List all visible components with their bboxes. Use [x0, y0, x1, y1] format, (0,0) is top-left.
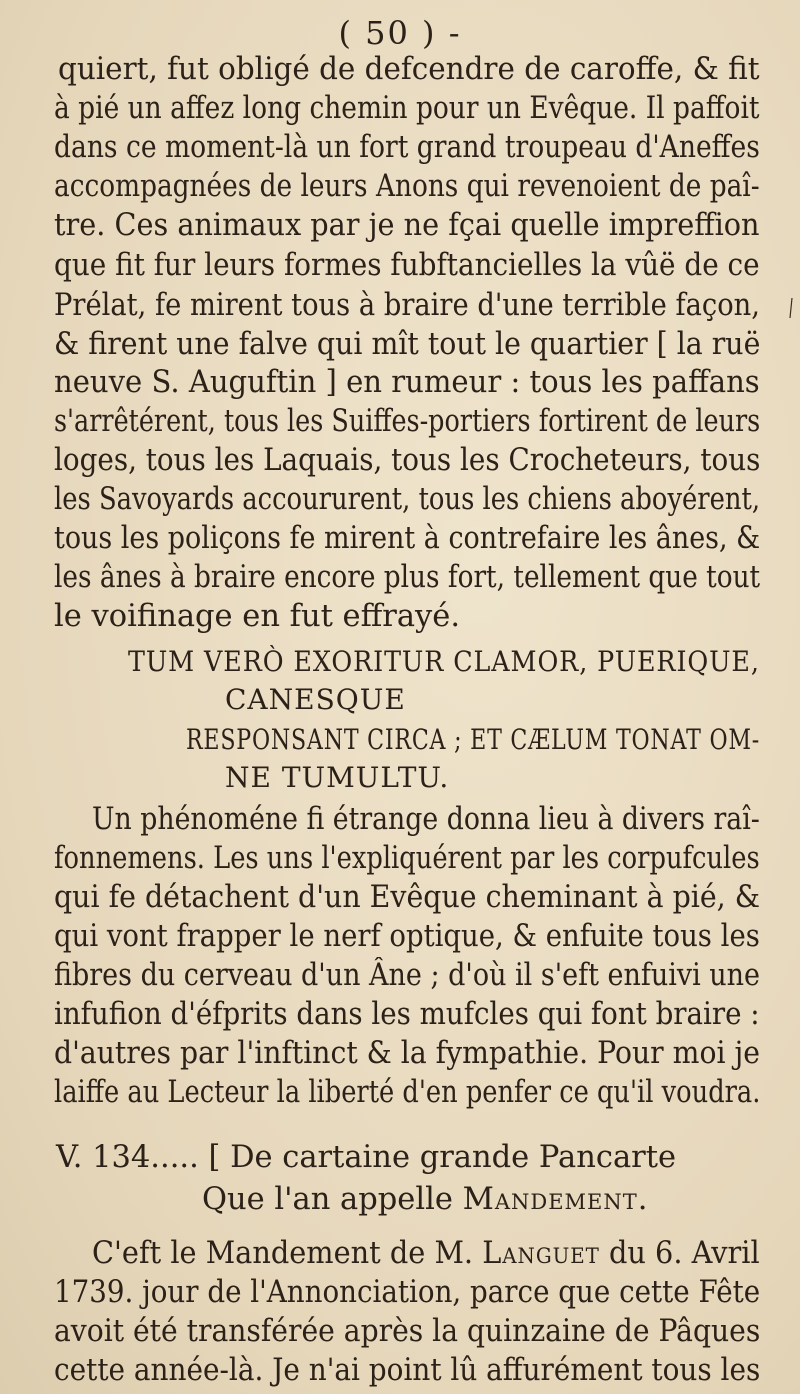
text-line: fonnemens. Les uns l'expliquérent par les corpufcules	[54, 841, 760, 876]
text-line: d'autres par l'inftinct & la fympathie. Pour moi je	[54, 1036, 760, 1071]
text-line: qui vont frapper le nerf optique, & enfuite tous les	[54, 919, 760, 954]
text-line: laiffe au Lecteur la liberté d'en penfer ce qu'il voudra.	[54, 1075, 761, 1110]
verse-line: CANESQUE	[225, 683, 406, 716]
text-line: avoit été transférée après la quinzaine de Pâques	[54, 1314, 761, 1349]
author-name: Languet	[482, 1236, 600, 1271]
text-span: C'eft le Mandement de M.	[92, 1236, 483, 1271]
text-line: & firent une falve qui mît tout le quartier [ la ruë	[54, 327, 761, 362]
text-line: fibres du cerveau d'un Âne ; d'où il s'eft enfuivi une	[54, 958, 761, 993]
verse-line: RESPONSANT CIRCA ; ET CÆLUM TONAT OM-	[186, 723, 761, 756]
text-line: loges, tous les Laquais, tous les Crocheteurs, tous	[54, 443, 761, 478]
text-line: infufion d'éfprits dans les mufcles qui font braire :	[54, 997, 760, 1032]
text-line: s'arrêtérent, tous les Suiffes-portiers fortirent de leurs	[54, 404, 761, 439]
text-line: accompagnées de leurs Anons qui revenoient de paî-	[54, 169, 760, 204]
text-line: cette année-là. Je n'ai point lû affurément tous les	[54, 1353, 761, 1388]
text-line: que fit fur leurs formes fubftancielles la vûë de ce	[54, 248, 760, 283]
text-span: du 6. Avril	[599, 1236, 760, 1271]
page-number: ( 50 ) -	[338, 14, 462, 52]
text-line: à pié un affez long chemin pour un Evêque. Il paffoit	[54, 91, 760, 126]
text-line: tre. Ces animaux par je ne fçai quelle impreffion	[54, 208, 760, 243]
text-line: les Savoyards accoururent, tous les chiens aboyérent,	[54, 482, 761, 517]
text-line: dans ce moment-là un fort grand troupeau d'Aneffes	[54, 130, 760, 165]
verse-line: NE TUMULTU.	[225, 761, 450, 794]
text-line: tous les poliçons fe mirent à contrefaire les ânes, &	[54, 521, 761, 556]
note-text: Que l'an appelle	[202, 1182, 463, 1217]
note-line: V. 134..... [ De cartaine grande Pancarte	[56, 1140, 677, 1175]
verse-line: TUM VERÒ EXORITUR CLAMOR, PUERIQUE,	[128, 645, 760, 678]
text-line: qui fe détachent d'un Evêque cheminant à pié, &	[54, 880, 761, 915]
text-line: quiert, fut obligé de defcendre de caroffe, & fit	[58, 52, 760, 87]
text-line: le voifinage en fut effrayé.	[54, 599, 461, 634]
text-line: Prélat, fe mirent tous à braire d'une terrible façon,	[54, 288, 760, 323]
text-line: Un phénoméne fi étrange donna lieu à divers raî-	[92, 802, 760, 837]
text-line	[92, 1234, 760, 1274]
text-line: neuve S. Auguftin ] en rumeur : tous les paffans	[54, 365, 760, 400]
ink-mark-icon	[788, 298, 794, 318]
note-smallcaps: Mandement.	[462, 1182, 649, 1217]
text-line: les ânes à braire encore plus fort, tellement que tout	[54, 560, 761, 595]
text-line: 1739. jour de l'Annonciation, parce que cette Fête	[54, 1275, 761, 1310]
note-line	[202, 1180, 648, 1220]
